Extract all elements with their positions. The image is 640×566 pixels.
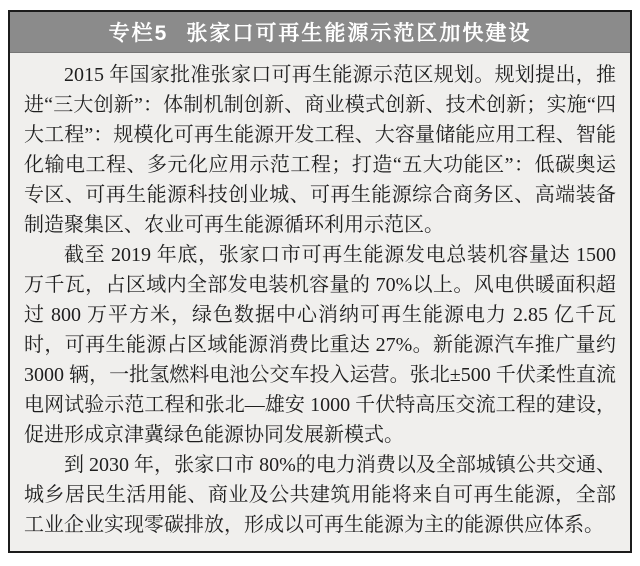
paragraph-goal-2030: 到 2030 年，张家口市 80%的电力消费以及全部城镇公共交通、城乡居民生活用能、商业及公共建筑用能将来自可再生能源，全部工业企业实现零碳排放，形成以可再生能源为主的能源供应体系。 xyxy=(24,454,616,536)
column-panel xyxy=(8,10,632,553)
panel-header xyxy=(10,12,630,53)
paragraph-progress-2019: 截至 2019 年底，张家口市可再生能源发电总装机容量达 1500 万千瓦，占区域内全部发电装机容量的 70%以上。风电供暖面积超过 800 万平方米，绿色数据中心消纳可再生能源电力 2.85 亿千瓦时，可再生能源占区域能源消费比重达 27%。新能源汽车推广量约 3000 辆，一批氢燃料电池公交车投入运营。张北±500 千伏柔性直流电网试验示范工程和张北—雄安 1000 千伏特高压交流工程的建设，促进形成京津冀绿色能源协同发展新模式。 xyxy=(24,244,616,446)
panel-header-title: 张家口可再生能源示范区加快建设 xyxy=(186,22,532,45)
panel-header-label: 专栏5 xyxy=(108,22,169,45)
paragraph-overview: 2015 年国家批准张家口可再生能源示范区规划。规划提出，推进“三大创新”：体制机制创新、商业模式创新、技术创新；实施“四大工程”：规模化可再生能源开发工程、大容量储能应用工程、智能化输电工程、多元化应用示范工程；打造“五大功能区”：低碳奥运专区、可再生能源科技创业城、可再生能源综合商务区、高端装备制造聚集区、农业可再生能源循环利用示范区。 xyxy=(24,64,616,236)
panel-body xyxy=(10,53,630,540)
